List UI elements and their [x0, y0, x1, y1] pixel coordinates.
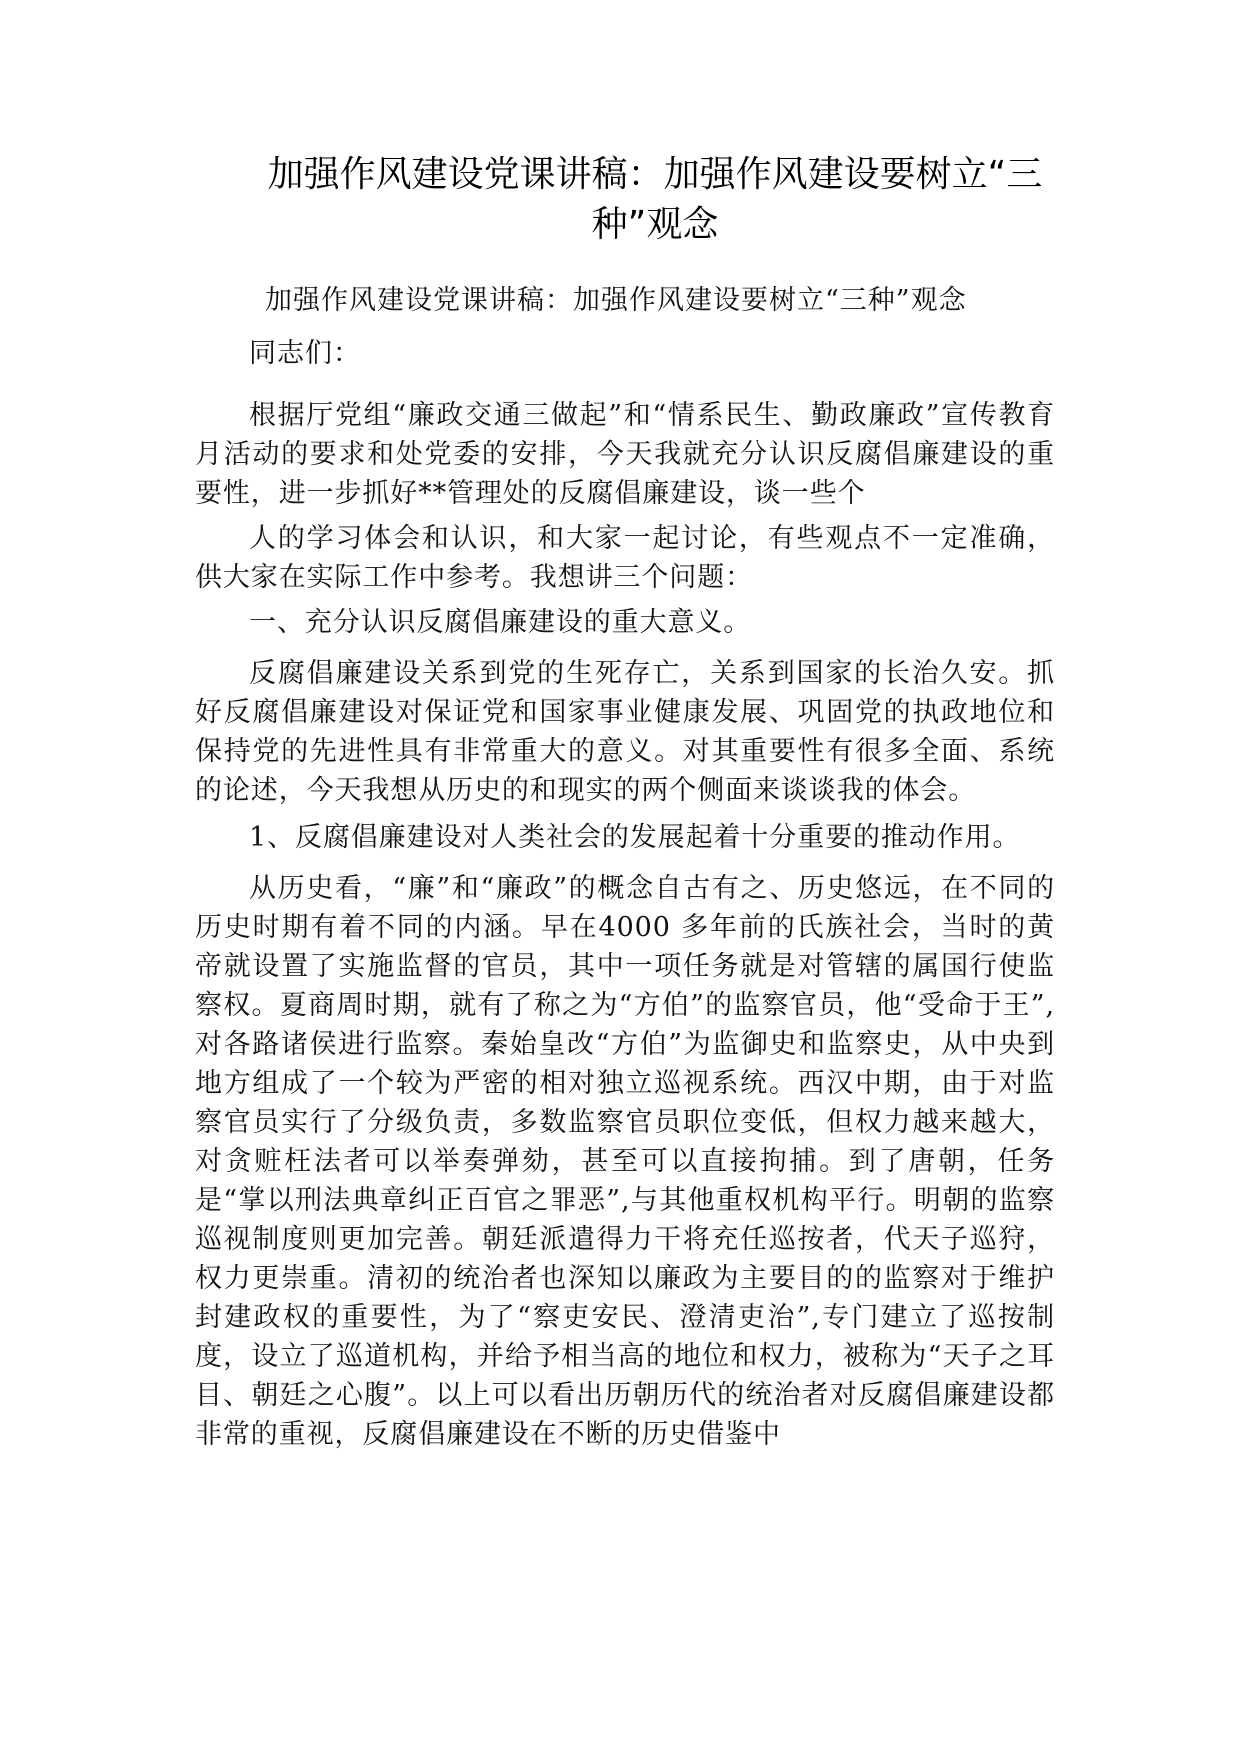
paragraph-intro: 根据厅党组“廉政交通三做起”和“情系民生、勤政廉政”宣传教育月活动的要求和处党委的安排，今天我就充分认识反腐倡廉建设的重要性，进一步抓好**管理处的反腐倡廉建设，谈一些个: [195, 400, 1055, 509]
document-body: [195, 282, 1055, 1462]
section-heading-1: 一、充分认识反腐倡廉建设的重大意义。: [249, 607, 752, 638]
paragraph-history: 从历史看，“廉”和“廉政”的概念自古有之、历史悠远，在不同的历史时期有着不同的内涵。早在4000 多年前的氏族社会，当时的黄帝就设置了实施监督的官员，其中一项任务就是对管辖的属国行使监察权。夏商周时期，就有了称之为“方伯”的监察官员，他“受命于王”,对各路诸侯进行监察。秦始皇改“方伯”为监御史和监察史，从中央到地方组成了一个较为严密的相对独立巡视系统。西汉中期，由于对监察官员实行了分级负责，多数监察官员职位变低，但权力越来越大，对贪赃枉法者可以举奏弹劾，甚至可以直接拘捕。到了唐朝，任务是“掌以刑法典章纠正百官之罪恶”,与其他重权机构平行。明朝的监察巡视制度则更加完善。朝廷派遣得力干将充任巡按者，代天子巡狩，权力更崇重。清初的统治者也深知以廉政为主要目的的监察对于维护封建政权的重要性，为了“察吏安民、澄清吏治”,专门建立了巡按制度，设立了巡道机构，并给予相当高的地位和权力，被称为“天子之耳目、朝廷之心腹”。以上可以看出历朝历代的统治者对反腐倡廉建设都非常的重视，反腐倡廉建设在不断的历史借鉴中: [195, 873, 1055, 1450]
paragraph-intro-continued: 人的学习体会和认识，和大家一起讨论，有些观点不一定准确，供大家在实际工作中参考。我想讲三个问题：: [195, 523, 1055, 593]
salutation: 同志们：: [249, 338, 361, 369]
document-title: 加强作风建设党课讲稿：加强作风建设要树立“三种”观念: [267, 154, 1043, 245]
subsection-heading-1: 1、反腐倡廉建设对人类社会的发展起着十分重要的推动作用。: [249, 822, 1021, 853]
paragraph-significance: 反腐倡廉建设关系到党的生死存亡，关系到国家的长治久安。抓好反腐倡廉建设对保证党和国家事业健康发展、巩固党的执政地位和保持党的先进性具有非常重大的意义。对其重要性有很多全面、系统的论述，今天我想从历史的和现实的两个侧面来谈谈我的体会。: [195, 658, 1055, 806]
document-subtitle: 加强作风建设党课讲稿：加强作风建设要树立“三种”观念: [265, 285, 967, 316]
